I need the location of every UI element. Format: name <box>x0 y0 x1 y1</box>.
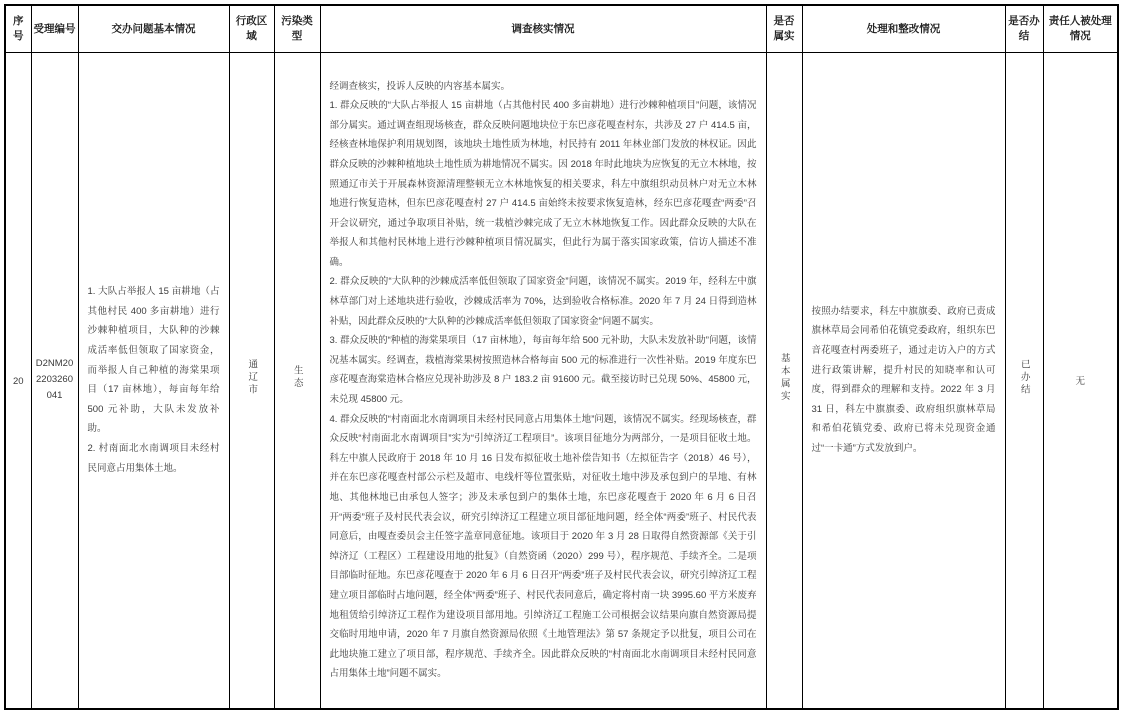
seq-number: 20 <box>12 376 24 388</box>
header-is-verified: 是否属实 <box>766 5 802 53</box>
header-handling: 处理和整改情况 <box>802 5 1005 53</box>
region-value: 通辽市 <box>246 359 258 397</box>
investigation-paragraph-4: 4. 群众反映的“村南面北水南调项目未经村民同意占用集体土地”问题，该情况不属实。经现场核查，群众反映“村南面北水南调项目”实为“引绰济辽工程项目”。该项目征地分为两部分，一是项目征收土地。科左中旗人民政府于 2018 年 10 月 16 日发布拟征收土地补偿告知书（左拟征告字（2018）46 号），并在东巴彦花嘎查村部公示栏及超市、电线杆等位置张贴，对征收土地中涉及承包到户的旱地、有林地、其他林地已由承包人签字；涉及未承包到户的集体土地，东巴彦花嘎查于 2020 年 6 月 6 日召开“两委”班子及村民代表会议，研究引绰济辽工程建立项目部征地问题，经全体“两委”班子、村民代表同意后，由嘎查委员会主任签字盖章同意征地。该项目于 2020 年 3 月 28 日取得自然资源部《关于引绰济辽（工程区）工程建设用地的批复》（自然资函（2020）299 号），程序规范、手续齐全。二是项目部临时征地。东巴彦花嘎查于 2020 年 6 月 6 日召开“两委”班子及村民代表会议，研究引绰济辽工程建立项目部临时占地问题，经全体“两委”班子、村民代表同意后，确定将村南一块 3995.60 平方米废弃地租赁给引绰济辽工程作为建设项目部用地。引绰济辽工程施工公司根据会议结果向旗自然资源局提交临时用地申请，2020 年 7 月旗自然资源局依照《土地管理法》第 57 条规定予以批复，项目公司在此地块施工建立了项目部，程序规范、手续齐全。因此群众反映的“村南面北水南调项目未经村民同意占用集体土地”问题不属实。 <box>329 413 757 680</box>
pollution-type-value: 生态 <box>291 365 303 391</box>
problem-cell <box>78 53 229 709</box>
handling-cell <box>802 53 1005 709</box>
is-completed-cell <box>1005 53 1043 709</box>
investigation-paragraph-1: 1. 群众反映的“大队占举报人 15 亩耕地（占其他村民 400 多亩耕地）进行沙棘种植项目”问题，该情况部分属实。通过调查组现场核查，群众反映问题地块位于东巴彦花嘎查村东，共涉及 27 户 414.5 亩，经核查林地保护利用规划图，该地块土地性质为林地，村民持有 2011 年林业部门发放的林权证。因此群众反映的沙棘种植地块土地性质为耕地情况不属实。因 2018 年时此地块为应恢复的无立木林地，按照通辽市关于开展森林资源清理整顿无立木林地恢复的相关要求，科左中旗组织动员林户对无立木林地进行恢复造林，但东巴彦花嘎查村 27 户 414.5 亩始终未按要求恢复造林，经东巴彦花嘎查“两委”召开会议研究，通过争取项目补贴，统一栽植沙棘完成了无立木林地恢复工作。因此群众反映的大队在举报人和其他村民林地上进行沙棘种植项目情况属实，但此行为属于落实国家政策，信访人描述不准确。 <box>329 100 757 268</box>
investigation-paragraph-3: 3. 群众反映的“种植的海棠果项目（17 亩林地），每亩每年给 500 元补助，大队未发放补助”问题，该情况基本属实。经调查，栽植海棠果树按照造林合格每亩 500 元的标准进行一次性补贴。2019 年度东巴彦花嘎查海棠造林合格应兑现补助涉及 8 户 183.2 亩 91600 元。截至接访时已兑现 50%、45800 元，未兑现 45800 元。 <box>329 335 757 406</box>
case-id-cell <box>31 53 78 709</box>
region-cell <box>229 53 274 709</box>
header-problem: 交办问题基本情况 <box>78 5 229 53</box>
investigation-cell <box>320 53 766 709</box>
header-pollution-type: 污染类型 <box>274 5 320 53</box>
responsible-cell <box>1043 53 1118 709</box>
investigation-summary: 经调查核实，投诉人反映的内容基本属实。 <box>329 80 511 92</box>
is-completed-value: 已办结 <box>1018 359 1030 397</box>
case-report-table <box>4 4 1119 710</box>
header-is-completed: 是否办结 <box>1005 5 1043 53</box>
seq-cell <box>5 53 31 709</box>
is-verified-cell <box>766 53 802 709</box>
responsible-value: 无 <box>1075 376 1085 388</box>
header-responsible: 责任人被处理情况 <box>1043 5 1118 53</box>
header-region: 行政区域 <box>229 5 274 53</box>
problem-paragraph-1: 1. 大队占举报人 15 亩耕地（占其他村民 400 多亩耕地）进行沙棘种植项目，大队种的沙棘成活率低但领取了国家资金，而举报人自己种植的海棠果项目（17 亩林地），每亩每年给 500 元补助，大队未发放补助。 <box>87 286 220 435</box>
problem-paragraph-2: 2. 村南面北水南调项目未经村民同意占用集体土地。 <box>87 443 220 474</box>
handling-paragraph: 按照办结要求，科左中旗旗委、政府已责成旗林草局会同希伯花镇党委政府，组织东巴音花嘎查村两委班子，通过走访入户的方式进行政策讲解，提升村民的知晓率和认可度，得到群众的理解和支持。2022 年 3 月 31 日，科左中旗旗委、政府组织旗林草局和希伯花镇党委、政府已将未兑现资金通过“一卡通”方式发放到户。 <box>811 305 996 455</box>
header-row <box>5 5 1118 53</box>
case-id: D2NM202203260041 <box>35 358 74 402</box>
is-verified-value: 基本属实 <box>778 352 790 403</box>
header-seq: 序号 <box>5 5 31 53</box>
header-case-id: 受理编号 <box>31 5 78 53</box>
header-investigation: 调查核实情况 <box>320 5 766 53</box>
investigation-paragraph-2: 2. 群众反映的“大队种的沙棘成活率低但领取了国家资金”问题，该情况不属实。2019 年，经科左中旗林草部门对上述地块进行验收，沙棘成活率为 70%，达到验收合格标准。2020 年 7 月 24 日得到造林补贴，因此群众反映的“大队种的沙棘成活率低但领取了国家资金”问题不属实。 <box>329 276 757 327</box>
pollution-type-cell <box>274 53 320 709</box>
table-row <box>5 53 1118 709</box>
